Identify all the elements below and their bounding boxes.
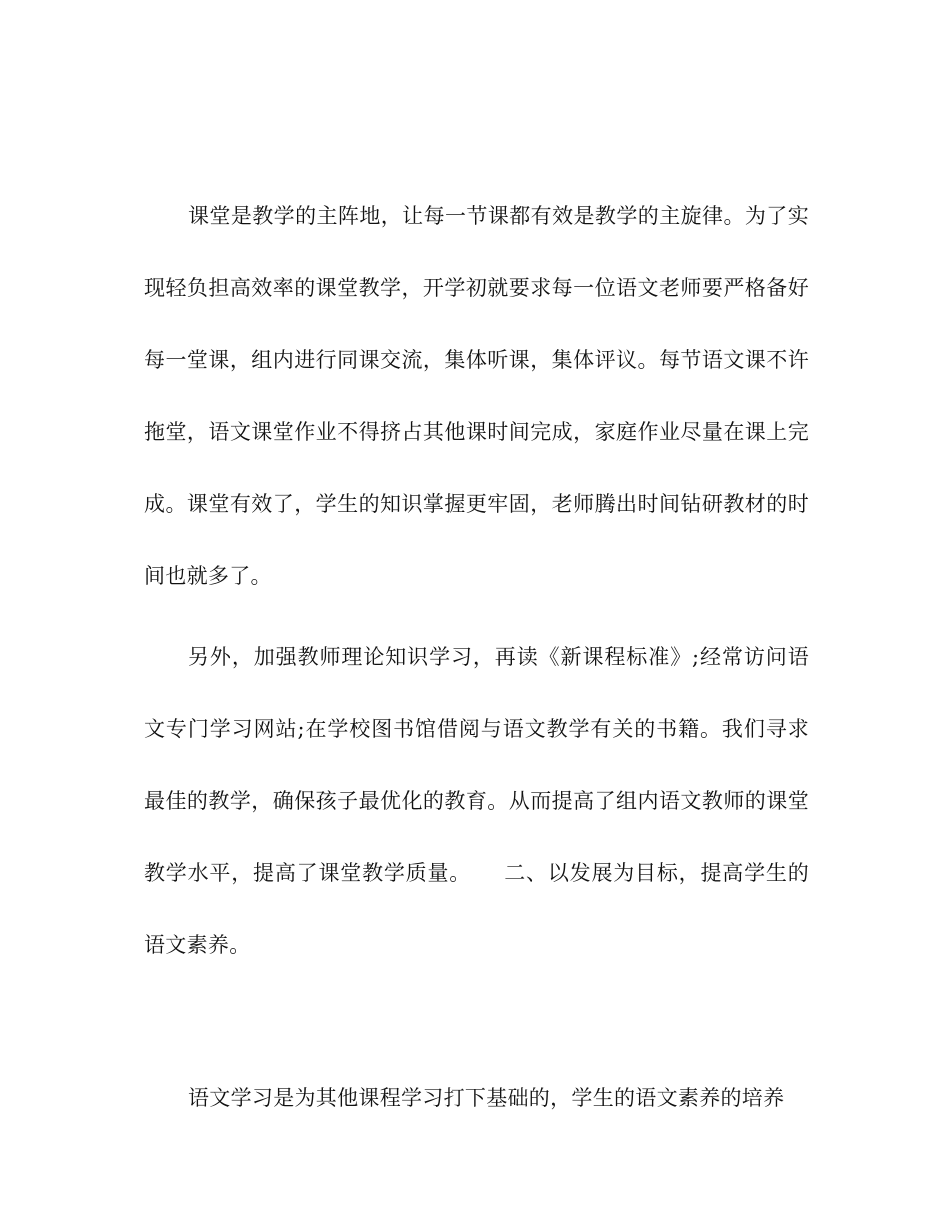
paragraph-teacher-study: 另外，加强教师理论知识学习，再读《新课程标准》;经常访问语文专门学习网站;在学校图书馆借阅与语文教学有关的书籍。我们寻求最佳的教学，确保孩子最优化的教育。从而提高了组内语文教师的课堂教学水平，提高了课堂教学质量。 二、以发展为目标，提高学生的语文素养。 bbox=[144, 645, 809, 957]
paragraph-effective-classroom: 课堂是教学的主阵地，让每一节课都有效是教学的主旋律。为了实现轻负担高效率的课堂教学，开学初就要求每一位语文老师要严格备好每一堂课，组内进行同课交流，集体听课，集体评议。每节语文课不许拖堂，语文课堂作业不得挤占其他课时间完成，家庭作业尽量在课上完成。课堂有效了，学生的知识掌握更牢固，老师腾出时间钻研教材的时间也就多了。 bbox=[144, 204, 809, 588]
paragraph-language-learning: 语文学习是为其他课程学习打下基础的，学生的语文素养的培养 bbox=[188, 1086, 785, 1110]
